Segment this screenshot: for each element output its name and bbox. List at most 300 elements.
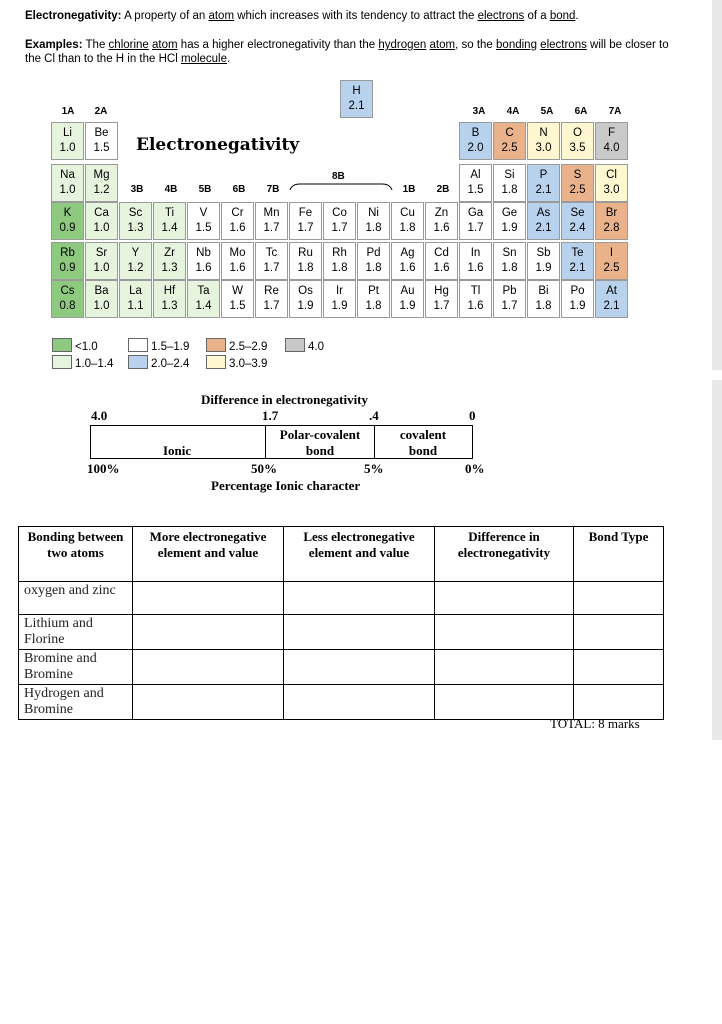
text: A property of an	[124, 10, 209, 22]
link-hydrogen[interactable]: hydrogen	[378, 39, 427, 51]
element-value: 2.5	[501, 142, 518, 154]
element-symbol: Hg	[434, 285, 449, 297]
scale-tick-0: 0	[469, 408, 476, 423]
element-symbol: Ir	[335, 285, 344, 297]
element-value: 1.6	[399, 262, 416, 274]
element-symbol: Te	[571, 247, 584, 259]
element-symbol: H	[352, 85, 361, 97]
bond-worksheet-table	[18, 526, 664, 720]
answer-cell[interactable]	[284, 685, 435, 720]
element-value: 2.0	[467, 142, 484, 154]
legend-swatch	[206, 338, 226, 352]
scale-subtitle: Percentage Ionic character	[211, 478, 361, 493]
element-symbol: Pb	[502, 285, 517, 297]
element-cell-w	[221, 280, 254, 318]
pair-cell: Lithium and Florine	[19, 615, 133, 650]
element-cell-sr	[85, 242, 118, 280]
element-cell-fe	[289, 202, 322, 240]
element-value: 1.5	[467, 184, 484, 196]
scale-title: Difference in electronegativity	[201, 392, 369, 407]
element-symbol: Li	[63, 127, 72, 139]
answer-cell[interactable]	[574, 582, 664, 615]
scale-tick-04: .4	[369, 408, 379, 423]
element-cell-at	[595, 280, 628, 318]
element-value: 1.7	[331, 222, 348, 234]
element-cell-ca	[85, 202, 118, 240]
element-value: 1.1	[127, 300, 144, 312]
header-bond-type: Bond Type	[574, 527, 664, 582]
element-value: 1.9	[501, 222, 518, 234]
element-symbol: Ba	[94, 285, 109, 297]
group-label-1a: 1A	[61, 106, 75, 117]
element-cell-be	[85, 122, 118, 160]
element-symbol: Be	[94, 127, 109, 139]
pair-cell: oxygen and zinc	[19, 582, 133, 615]
element-value: 1.8	[399, 222, 416, 234]
element-symbol: W	[232, 285, 243, 297]
group-8b-bracket	[288, 180, 394, 192]
element-cell-co	[323, 202, 356, 240]
element-value: 4.0	[603, 142, 620, 154]
element-cell-zn	[425, 202, 458, 240]
definition-paragraph	[25, 9, 579, 23]
legend-30to39	[206, 355, 267, 370]
element-value: 2.1	[535, 184, 552, 196]
element-symbol: Se	[570, 207, 585, 219]
element-cell-v	[187, 202, 220, 240]
element-cell-mo	[221, 242, 254, 280]
group-label-7a: 7A	[608, 106, 622, 117]
element-symbol: Nb	[196, 247, 211, 259]
element-value: 1.9	[399, 300, 416, 312]
legend-swatch	[128, 355, 148, 369]
element-value: 1.6	[229, 262, 246, 274]
element-value: 1.7	[467, 222, 484, 234]
element-symbol: O	[573, 127, 582, 139]
element-cell-ga	[459, 202, 492, 240]
legend-20to24	[128, 355, 189, 370]
link-electrons[interactable]: electrons	[477, 10, 525, 22]
table-row	[19, 650, 664, 685]
element-cell-br	[595, 202, 628, 240]
group-label-3b: 3B	[130, 184, 144, 195]
element-value: 1.6	[229, 222, 246, 234]
element-value: 1.7	[433, 300, 450, 312]
element-cell-cd	[425, 242, 458, 280]
element-value: 1.4	[195, 300, 212, 312]
legend-swatch	[206, 355, 226, 369]
element-value: 1.7	[263, 222, 280, 234]
link-atom[interactable]: atom	[152, 39, 178, 51]
element-symbol: Bi	[538, 285, 549, 297]
element-value: 1.0	[93, 300, 110, 312]
legend-swatch	[52, 338, 72, 352]
element-value: 1.0	[93, 222, 110, 234]
element-symbol: Al	[470, 169, 481, 181]
header-difference: Difference in electronegativity	[435, 527, 574, 582]
group-label-4a: 4A	[506, 106, 520, 117]
legend-label: 1.0–1.4	[75, 358, 114, 370]
link-bond[interactable]: bond	[549, 10, 576, 22]
link-chlorine[interactable]: chlorine	[108, 39, 149, 51]
element-cell-cu	[391, 202, 424, 240]
element-cell-al	[459, 164, 492, 202]
element-symbol: F	[607, 127, 616, 139]
element-value: 1.0	[59, 184, 76, 196]
percent-5: 5%	[364, 461, 384, 476]
element-symbol: S	[573, 169, 582, 181]
group-label-5a: 5A	[540, 106, 554, 117]
element-cell-ru	[289, 242, 322, 280]
element-cell-rh	[323, 242, 356, 280]
element-symbol: Ru	[298, 247, 313, 259]
element-symbol: Po	[570, 285, 585, 297]
element-symbol: Sb	[536, 247, 551, 259]
element-value: 2.1	[535, 222, 552, 234]
element-symbol: Tc	[265, 247, 278, 259]
element-value: 1.6	[467, 262, 484, 274]
element-cell-f	[595, 122, 628, 160]
element-cell-s	[561, 164, 594, 202]
element-symbol: Y	[131, 247, 140, 259]
answer-cell[interactable]	[574, 615, 664, 650]
text: of a	[524, 10, 550, 22]
group-label-4b: 4B	[164, 184, 178, 195]
answer-cell[interactable]	[435, 582, 574, 615]
element-value: 0.9	[59, 222, 76, 234]
element-cell-ge	[493, 202, 526, 240]
group-label-2a: 2A	[94, 106, 108, 117]
element-cell-rb	[51, 242, 84, 280]
legend-25to29	[206, 338, 267, 353]
legend-40	[285, 338, 324, 353]
element-value: 1.7	[297, 222, 314, 234]
element-cell-cr	[221, 202, 254, 240]
link-bonding[interactable]: bonding	[496, 39, 537, 51]
text: , so the	[455, 39, 497, 51]
header-less-en: Less electronegative element and value	[284, 527, 435, 582]
element-symbol: Rh	[332, 247, 347, 259]
element-cell-pt	[357, 280, 390, 318]
link-atom[interactable]: atom	[429, 39, 456, 51]
element-cell-re	[255, 280, 288, 318]
legend-label: <1.0	[75, 341, 98, 353]
element-cell-hg	[425, 280, 458, 318]
electronegativity-periodic-table	[50, 80, 640, 380]
element-value: 1.7	[263, 300, 280, 312]
element-cell-i	[595, 242, 628, 280]
element-value: 1.2	[127, 262, 144, 274]
element-cell-tc	[255, 242, 288, 280]
element-symbol: At	[606, 285, 617, 297]
text: .	[575, 10, 579, 22]
element-symbol: P	[539, 169, 548, 181]
text: .	[227, 53, 231, 65]
answer-cell[interactable]	[574, 685, 664, 720]
header-bonding: Bonding between two atoms	[19, 527, 133, 582]
text: will be closer to the Cl than to the H in the HCl	[25, 39, 669, 65]
element-value: 1.9	[535, 262, 552, 274]
element-value: 2.4	[569, 222, 586, 234]
element-symbol: Zn	[434, 207, 449, 219]
element-symbol: Sn	[502, 247, 517, 259]
element-value: 1.0	[93, 262, 110, 274]
group-label-7b: 7B	[266, 184, 280, 195]
group-label-1b: 1B	[402, 184, 416, 195]
element-value: 1.7	[263, 262, 280, 274]
element-symbol: Mn	[263, 207, 280, 219]
element-cell-li	[51, 122, 84, 160]
element-symbol: Ga	[467, 207, 484, 219]
element-cell-na	[51, 164, 84, 202]
percent-50: 50%	[251, 461, 277, 476]
element-symbol: Cl	[606, 169, 617, 181]
examples-paragraph	[25, 38, 675, 66]
element-symbol: As	[536, 207, 551, 219]
element-cell-hf	[153, 280, 186, 318]
element-value: 1.6	[433, 262, 450, 274]
legend-label: 1.5–1.9	[151, 341, 190, 353]
element-value: 1.8	[535, 300, 552, 312]
element-cell-tl	[459, 280, 492, 318]
legend-lt1	[52, 338, 98, 353]
element-symbol: In	[470, 247, 481, 259]
element-value: 1.7	[501, 300, 518, 312]
element-cell-ag	[391, 242, 424, 280]
scrollbar-track-upper[interactable]	[712, 0, 722, 370]
element-value: 1.5	[229, 300, 246, 312]
element-cell-ta	[187, 280, 220, 318]
element-symbol: La	[129, 285, 142, 297]
total-marks: TOTAL: 8 marks	[550, 716, 640, 731]
element-value: 1.8	[365, 222, 382, 234]
element-value: 3.0	[535, 142, 552, 154]
element-symbol: Cd	[434, 247, 449, 259]
element-cell-o	[561, 122, 594, 160]
element-value: 2.1	[348, 100, 365, 112]
element-symbol: Pd	[366, 247, 381, 259]
answer-cell[interactable]	[435, 685, 574, 720]
element-cell-h	[340, 80, 373, 118]
element-value: 1.8	[501, 184, 518, 196]
element-cell-ni	[357, 202, 390, 240]
element-cell-sn	[493, 242, 526, 280]
element-value: 1.6	[467, 300, 484, 312]
answer-cell[interactable]	[574, 650, 664, 685]
legend-15to19	[128, 338, 189, 353]
percent-100: 100%	[87, 461, 120, 476]
element-value: 2.1	[603, 300, 620, 312]
element-value: 1.8	[365, 262, 382, 274]
element-cell-n	[527, 122, 560, 160]
element-symbol: K	[63, 207, 72, 219]
element-cell-pb	[493, 280, 526, 318]
region-polar-1: Polar-covalent	[279, 427, 361, 442]
table-row	[19, 685, 664, 720]
element-value: 1.4	[161, 222, 178, 234]
element-symbol: Co	[332, 207, 347, 219]
element-symbol: Na	[60, 169, 75, 181]
element-symbol: Re	[264, 285, 279, 297]
element-value: 3.0	[603, 184, 620, 196]
element-symbol: Ge	[501, 207, 518, 219]
region-ionic: Ionic	[163, 443, 192, 458]
element-value: 1.8	[297, 262, 314, 274]
scale-tick-1-7: 1.7	[262, 408, 279, 423]
element-symbol: Pt	[368, 285, 379, 297]
element-symbol: N	[539, 127, 548, 139]
element-cell-ir	[323, 280, 356, 318]
element-cell-pd	[357, 242, 390, 280]
element-cell-b	[459, 122, 492, 160]
link-molecule[interactable]: molecule	[180, 53, 227, 65]
legend-swatch	[285, 338, 305, 352]
link-atom[interactable]: atom	[208, 10, 235, 22]
element-value: 0.8	[59, 300, 76, 312]
answer-cell[interactable]	[133, 685, 284, 720]
element-cell-y	[119, 242, 152, 280]
element-symbol: Ca	[94, 207, 109, 219]
element-symbol: B	[471, 127, 480, 139]
answer-cell[interactable]	[284, 650, 435, 685]
answer-cell[interactable]	[133, 650, 284, 685]
element-cell-as	[527, 202, 560, 240]
element-cell-po	[561, 280, 594, 318]
element-symbol: I	[609, 247, 614, 259]
table-title: Electronegativity	[136, 135, 300, 155]
group-label-6a: 6A	[574, 106, 588, 117]
element-symbol: Ti	[164, 207, 175, 219]
legend-label: 4.0	[308, 341, 324, 353]
legend-swatch	[52, 355, 72, 369]
element-symbol: Zr	[164, 247, 175, 259]
element-value: 3.5	[569, 142, 586, 154]
group-label-2b: 2B	[436, 184, 450, 195]
element-cell-c	[493, 122, 526, 160]
group-label-5b: 5B	[198, 184, 212, 195]
element-symbol: Ag	[400, 247, 415, 259]
element-value: 1.8	[331, 262, 348, 274]
answer-cell[interactable]	[435, 650, 574, 685]
element-value: 2.5	[603, 262, 620, 274]
table-row	[19, 582, 664, 615]
element-symbol: Cs	[60, 285, 75, 297]
element-value: 2.5	[569, 184, 586, 196]
element-symbol: Si	[504, 169, 515, 181]
element-value: 1.3	[127, 222, 144, 234]
element-symbol: Tl	[470, 285, 481, 297]
element-symbol: V	[199, 207, 208, 219]
group-label-6b: 6B	[232, 184, 246, 195]
scale-tick-4: 4.0	[91, 408, 108, 423]
element-value: 0.9	[59, 262, 76, 274]
element-cell-la	[119, 280, 152, 318]
region-polar-2: bond	[305, 443, 335, 458]
region-covalent-2: bond	[408, 443, 438, 458]
element-cell-ba	[85, 280, 118, 318]
scrollbar[interactable]	[712, 0, 722, 1024]
element-cell-os	[289, 280, 322, 318]
scrollbar-track-lower[interactable]	[712, 380, 722, 740]
element-cell-sb	[527, 242, 560, 280]
element-value: 1.6	[195, 262, 212, 274]
text: which increases with its tendency to attract the	[234, 10, 478, 22]
table-row	[19, 615, 664, 650]
element-symbol: Hf	[163, 285, 176, 297]
element-value: 1.3	[161, 262, 178, 274]
element-symbol: Sr	[95, 247, 108, 259]
answer-cell[interactable]	[284, 615, 435, 650]
examples-label: Examples:	[25, 39, 83, 51]
element-cell-nb	[187, 242, 220, 280]
element-symbol: Os	[298, 285, 313, 297]
element-value: 1.9	[569, 300, 586, 312]
element-cell-se	[561, 202, 594, 240]
element-cell-sc	[119, 202, 152, 240]
element-symbol: Rb	[60, 247, 75, 259]
element-symbol: Ni	[368, 207, 379, 219]
element-symbol: Sc	[128, 207, 143, 219]
region-covalent-1: covalent	[399, 427, 447, 442]
element-value: 1.6	[433, 222, 450, 234]
element-value: 1.8	[365, 300, 382, 312]
pair-cell: Bromine and Bromine	[19, 650, 133, 685]
element-cell-bi	[527, 280, 560, 318]
element-cell-k	[51, 202, 84, 240]
group-label-3a: 3A	[472, 106, 486, 117]
element-cell-p	[527, 164, 560, 202]
element-cell-in	[459, 242, 492, 280]
element-value: 2.8	[603, 222, 620, 234]
element-cell-si	[493, 164, 526, 202]
answer-cell[interactable]	[435, 615, 574, 650]
answer-cell[interactable]	[133, 582, 284, 615]
element-symbol: Mg	[93, 169, 110, 181]
text: The	[85, 39, 109, 51]
element-cell-cl	[595, 164, 628, 202]
element-value: 1.9	[331, 300, 348, 312]
header-more-en: More electronegative element and value	[133, 527, 284, 582]
element-value: 1.2	[93, 184, 110, 196]
element-value: 1.5	[93, 142, 110, 154]
legend-label: 3.0–3.9	[229, 358, 268, 370]
element-symbol: Cr	[231, 207, 244, 219]
element-cell-mn	[255, 202, 288, 240]
element-cell-mg	[85, 164, 118, 202]
element-cell-ti	[153, 202, 186, 240]
element-cell-te	[561, 242, 594, 280]
legend-1to14	[52, 355, 113, 370]
element-value: 1.3	[161, 300, 178, 312]
answer-cell[interactable]	[284, 582, 435, 615]
element-symbol: Au	[400, 285, 415, 297]
element-cell-au	[391, 280, 424, 318]
element-value: 1.9	[297, 300, 314, 312]
element-symbol: Mo	[229, 247, 246, 259]
link-electrons[interactable]: electrons	[540, 39, 587, 51]
answer-cell[interactable]	[133, 615, 284, 650]
element-value: 2.1	[569, 262, 586, 274]
group-label-8b: 8B	[332, 171, 345, 182]
pair-cell: Hydrogen and Bromine	[19, 685, 133, 720]
element-symbol: Fe	[298, 207, 313, 219]
element-symbol: Cu	[400, 207, 415, 219]
element-value: 1.5	[195, 222, 212, 234]
element-symbol: Ta	[197, 285, 210, 297]
percent-0: 0%	[465, 461, 485, 476]
element-symbol: C	[505, 127, 514, 139]
element-value: 1.0	[59, 142, 76, 154]
